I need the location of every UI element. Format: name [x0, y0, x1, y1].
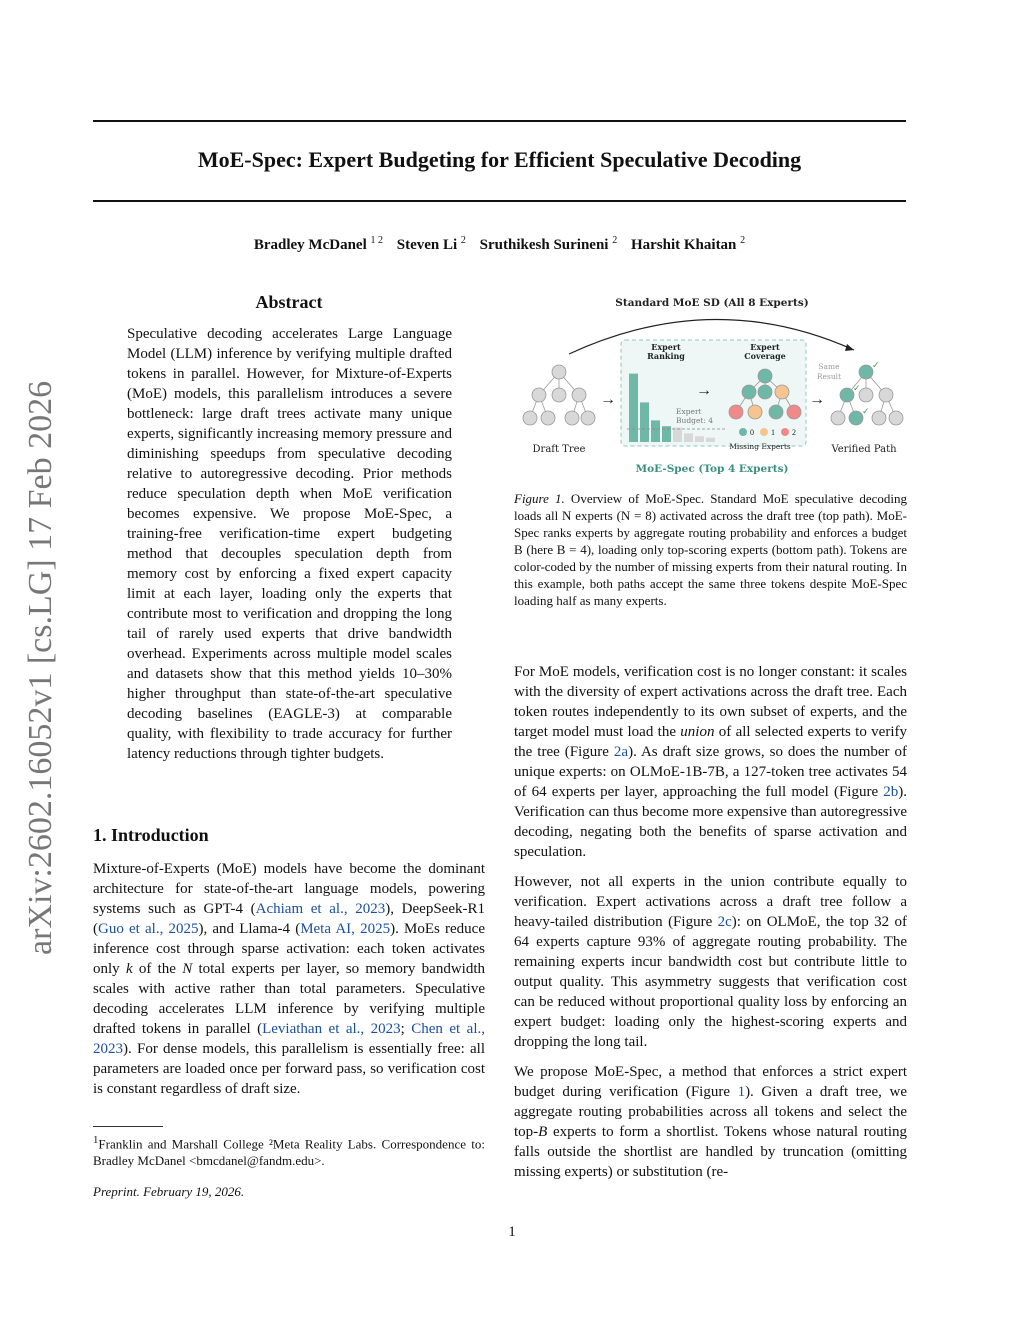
paragraph: We propose MoE-Spec, a method that enforces a strict expert budget during verification (Figure 1). Given a draft tree, we aggregate routing probabilities across all tokens and select the top-B experts to form a shortlist. Tokens whose natural routing falls outside the shortlist are handled by truncation (omitting missing experts) or substitution (re- — [514, 1064, 907, 1180]
abstract-heading: Abstract — [255, 292, 323, 312]
section-heading: 1. Introduction — [93, 825, 209, 845]
svg-text:Result: Result — [816, 372, 842, 381]
figure-link[interactable]: 2a — [613, 744, 629, 760]
top-rule — [93, 120, 906, 122]
figure-link[interactable]: 2c — [717, 914, 732, 930]
svg-text:Expert: Expert — [676, 407, 702, 416]
author: Bradley McDanel $^{1 2}$ — [253, 235, 383, 253]
paper-title: MoE-Spec: Expert Budgeting for Efficient Speculative Decoding — [197, 147, 802, 172]
arrow-icon: → — [696, 382, 712, 399]
author: Harshit Khaitan $^2$ — [630, 235, 746, 253]
verified-tree — [831, 365, 903, 425]
arrow-icon: → — [600, 391, 616, 408]
svg-text:2: 2 — [792, 428, 796, 437]
citation-link[interactable]: Chen et al., 2023 — [93, 1021, 485, 1057]
author-list — [93, 235, 906, 254]
svg-text:Same: Same — [818, 362, 840, 371]
citation-link[interactable]: Meta AI, 2025 — [300, 921, 391, 937]
figure-top-label: Standard MoE SD (All 8 Experts) — [615, 297, 809, 309]
page-number: 1 — [508, 1224, 516, 1240]
paragraph: However, not all experts in the union contribute equally to verification. Expert activations across a draft tree follow a heavy-tailed distribution (Figure 2c): on OLMoE, the top 32 of 64 experts capture 93% of aggregate routing probability. The remaining experts incur bandwidth cost but contribute little to output quality. This asymmetry suggests that verification cost can be reduced without proportional quality loss by enforcing an expert budget: loading only the highest-scoring experts and dropping the long tail. — [514, 874, 907, 1050]
figure-link[interactable]: 2b — [883, 784, 899, 800]
check-icon: ✓ — [862, 406, 870, 416]
footnote: $^1$Franklin and Marshall College ²Meta Reality Labs. Correspondence to: Bradley McDanel <bmcdanel@fandm.edu>. — [93, 1134, 485, 1169]
paragraph: For MoE models, verification cost is no longer constant: it scales with the diversity of expert activations across the draft tree. Each token routes independently to its own subset of experts, and the target model must load the union of all selected experts to verify the tree (Figure 2a). As draft size grows, so does the number of unique experts: on OLMoE-1B-7B, a 127-token tree activates 54 of 64 experts per layer, approaching the full model (Figure 2b). Verification can thus become more expensive than autoregressive decoding, negating both the benefits of sparse activation and speculation. — [514, 664, 907, 860]
svg-text:0: 0 — [750, 428, 754, 437]
svg-text:Missing Experts: Missing Experts — [729, 442, 791, 451]
citation-link[interactable]: Leviathan et al., 2023 — [262, 1021, 401, 1037]
ranking-bar — [695, 436, 704, 442]
ranking-bar — [684, 433, 693, 442]
arrowhead-icon — [845, 344, 854, 351]
ranking-bar — [640, 402, 649, 442]
figure-1 — [514, 292, 907, 482]
author: Sruthikesh Surineni $^2$ — [479, 235, 618, 253]
intro-paragraph: Mixture-of-Experts (MoE) models have become the dominant architecture for state-of-the-art language models, powering systems such as GPT-4 (Achiam et al., 2023), DeepSeek-R1 (Guo et al., 2025), and Llama-4 (Meta AI, 2025). MoEs reduce inference cost through sparse activation: each token activates only k of the N total experts per layer, so memory bandwidth scales with active rather than total parameters. Speculative decoding accelerates LLM inference by verifying multiple drafted tokens in parallel (Leviathan et al., 2023; Chen et al., 2023). For dense models, this parallelism is essentially free: all parameters are loaded once per forward pass, so verification cost is constant regardless of draft size. — [93, 861, 486, 1097]
figure-link[interactable]: 1 — [737, 1084, 746, 1100]
svg-text:Coverage: Coverage — [744, 351, 786, 361]
footnote-rule — [93, 1126, 163, 1127]
check-icon: ✓ — [853, 383, 861, 393]
citation-link[interactable]: Guo et al., 2025 — [98, 921, 199, 937]
svg-text:Draft Tree: Draft Tree — [532, 444, 586, 455]
figure-bottom-label: MoE-Spec (Top 4 Experts) — [635, 463, 789, 475]
svg-text:Ranking: Ranking — [647, 351, 685, 361]
svg-text:Expert: Expert — [750, 342, 780, 352]
svg-text:Expert: Expert — [651, 342, 681, 352]
ranking-bar — [629, 374, 638, 442]
ranking-bar — [662, 426, 671, 442]
ranking-bar — [706, 438, 715, 442]
svg-text:Budget: 4: Budget: 4 — [676, 416, 714, 425]
abstract-text: Speculative decoding accelerates Large Language Model (LLM) inference by verifying multiple drafted tokens in parallel. However, for Mixture-of-Experts (MoE) models, this parallelism introduces a severe bottleneck: large draft trees activate many unique experts, significantly increasing memory pressure and diminishing speedups from speculative decoding relative to autoregressive decoding. Prior methods reduce speculation depth when MoE verification becomes expensive. We propose MoE-Spec, a training-free verification-time expert budgeting method that decouples speculation depth from memory cost by enforcing a fixed expert capacity limit at each layer, loading only the experts that contribute most to verification and dropping the long tail of rarely used experts that drive bandwidth overhead. Experiments across multiple model scales and datasets show that this method yields 10–30% higher throughput than state-of-the-art speculative decoding baselines (EAGLE-3) at comparable quality, with flexibility to trade accuracy for further latency reductions through tighter budgets. — [127, 326, 452, 762]
svg-text:1: 1 — [771, 428, 775, 437]
figure-caption: Figure 1. Overview of MoE-Spec. Standard MoE speculative decoding loads all N experts (N = 8) activated across the draft tree (top path). MoE-Spec ranks experts by aggregate routing probability and enforces a budget B (here B = 4), loading only top-scoring experts (bottom path). Tokens are color-coded by the number of missing experts from their natural routing. In this example, both paths accept the same three tokens despite MoE-Spec loading half as many experts. — [514, 491, 907, 608]
preprint-note: Preprint. February 19, 2026. — [93, 1184, 245, 1199]
arxiv-stamp: arXiv:2602.16052v1 [cs.LG] 17 Feb 2026 — [22, 380, 59, 955]
ranking-bar — [673, 428, 682, 442]
check-icon: ✓ — [872, 360, 880, 370]
title-rule — [93, 200, 906, 202]
draft-tree — [523, 365, 595, 425]
ranking-bar — [651, 420, 660, 442]
author: Steven Li $^2$ — [396, 235, 466, 253]
arrow-icon: → — [809, 391, 825, 408]
citation-link[interactable]: Achiam et al., 2023 — [255, 901, 386, 917]
right-column — [514, 662, 907, 1192]
svg-text:Verified Path: Verified Path — [831, 444, 897, 455]
